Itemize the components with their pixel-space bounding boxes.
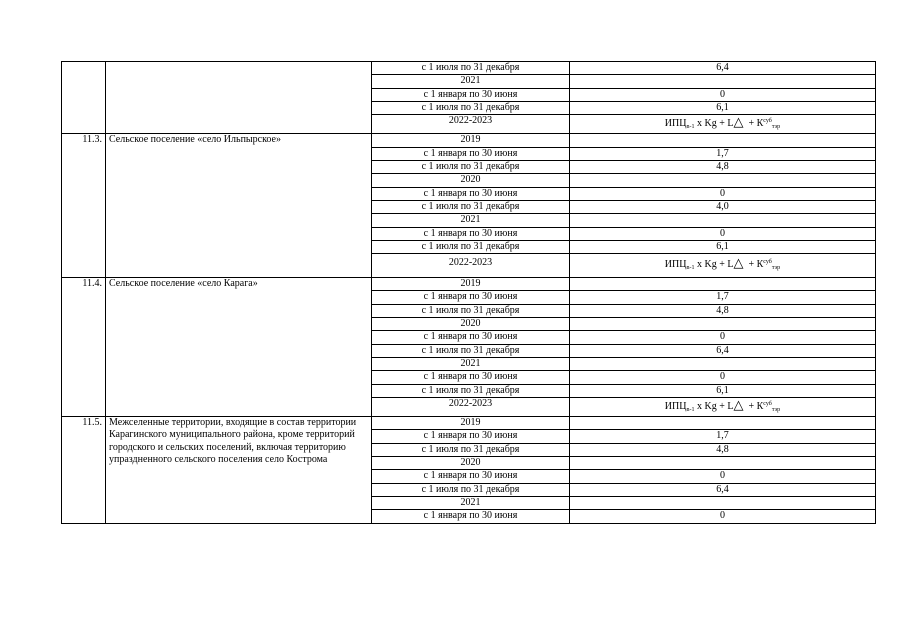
value-cell: 0 bbox=[570, 470, 876, 483]
delta-icon: △ bbox=[733, 397, 744, 412]
territory-name bbox=[106, 62, 372, 134]
period-cell: 2021 bbox=[372, 496, 570, 509]
value-cell: 0 bbox=[570, 510, 876, 523]
value-cell: 4,8 bbox=[570, 304, 876, 317]
period-cell: с 1 июля по 31 декабря bbox=[372, 161, 570, 174]
value-cell: 1,7 bbox=[570, 147, 876, 160]
period-cell: с 1 июля по 31 декабря bbox=[372, 304, 570, 317]
value-cell bbox=[570, 457, 876, 470]
delta-icon: △ bbox=[733, 114, 744, 130]
tariff-table bbox=[61, 61, 876, 524]
period-cell: с 1 июля по 31 декабря bbox=[372, 101, 570, 114]
formula-k-sub: тэр bbox=[771, 406, 781, 413]
period-cell: с 1 июля по 31 декабря bbox=[372, 384, 570, 397]
period-cell: с 1 января по 30 июня bbox=[372, 331, 570, 344]
period-cell: с 1 января по 30 июня bbox=[372, 147, 570, 160]
formula-plus-k: + К bbox=[743, 118, 764, 130]
value-cell: 0 bbox=[570, 187, 876, 200]
period-cell: с 1 января по 30 июня bbox=[372, 371, 570, 384]
value-cell: 6,1 bbox=[570, 101, 876, 114]
formula-ipc-sub: n-1 bbox=[686, 124, 695, 131]
value-cell: 6,4 bbox=[570, 62, 876, 75]
formula-ipc: ИПЦ bbox=[664, 400, 687, 412]
value-cell bbox=[570, 496, 876, 509]
period-cell: с 1 июля по 31 декабря bbox=[372, 200, 570, 213]
value-cell bbox=[570, 318, 876, 331]
period-cell: 2022-2023 bbox=[372, 397, 570, 416]
value-cell bbox=[570, 134, 876, 147]
period-cell: с 1 января по 30 июня bbox=[372, 430, 570, 443]
period-cell: 2022-2023 bbox=[372, 115, 570, 134]
formula-middle: х Kg + L bbox=[694, 400, 734, 412]
period-cell: с 1 июля по 31 декабря bbox=[372, 443, 570, 456]
period-cell: 2020 bbox=[372, 318, 570, 331]
value-cell: 0 bbox=[570, 331, 876, 344]
period-cell: 2021 bbox=[372, 75, 570, 88]
value-cell: 4,8 bbox=[570, 161, 876, 174]
period-cell: с 1 января по 30 июня bbox=[372, 187, 570, 200]
formula-cell bbox=[570, 397, 876, 416]
value-cell: 0 bbox=[570, 371, 876, 384]
section-number bbox=[62, 62, 106, 134]
formula-k-sub: тэр bbox=[771, 124, 781, 131]
formula-k-sub: тэр bbox=[771, 265, 781, 272]
formula-k-sup: суб bbox=[763, 259, 772, 266]
period-cell: с 1 июля по 31 декабря bbox=[372, 483, 570, 496]
period-cell: с 1 января по 30 июня bbox=[372, 510, 570, 523]
formula-cell bbox=[570, 254, 876, 278]
territory-name: Сельское поселение «село Карага» bbox=[106, 278, 372, 417]
formula-ipc-sub: n-1 bbox=[686, 406, 695, 413]
value-cell: 1,7 bbox=[570, 430, 876, 443]
period-cell: с 1 января по 30 июня bbox=[372, 291, 570, 304]
formula-ipc: ИПЦ bbox=[664, 259, 687, 271]
period-cell: с 1 января по 30 июня bbox=[372, 470, 570, 483]
formula-plus-k: + К bbox=[743, 259, 764, 271]
formula-middle: х Kg + L bbox=[694, 118, 734, 130]
value-cell bbox=[570, 357, 876, 370]
period-cell: с 1 января по 30 июня bbox=[372, 227, 570, 240]
period-cell: 2020 bbox=[372, 457, 570, 470]
value-cell bbox=[570, 278, 876, 291]
territory-name: Межселенные территории, входящие в состав территории Карагинского муниципального района, кроме территорий городского и сельских поселений, включая территорию упраздненного сельского поселения село Кострома bbox=[106, 417, 372, 523]
value-cell: 6,1 bbox=[570, 384, 876, 397]
formula-k-sup: суб bbox=[763, 118, 772, 125]
table-row bbox=[62, 417, 876, 430]
value-cell: 4,8 bbox=[570, 443, 876, 456]
period-cell: с 1 июля по 31 декабря bbox=[372, 344, 570, 357]
period-cell: с 1 января по 30 июня bbox=[372, 88, 570, 101]
formula-ipc-sub: n-1 bbox=[686, 265, 695, 272]
value-cell: 4,0 bbox=[570, 200, 876, 213]
period-cell: с 1 июля по 31 декабря bbox=[372, 62, 570, 75]
period-cell: 2022-2023 bbox=[372, 254, 570, 278]
value-cell: 6,4 bbox=[570, 344, 876, 357]
period-cell: 2021 bbox=[372, 357, 570, 370]
territory-name: Сельское поселение «село Ильпырское» bbox=[106, 134, 372, 278]
section-number: 11.4. bbox=[62, 278, 106, 417]
table-row bbox=[62, 134, 876, 147]
delta-icon: △ bbox=[733, 255, 744, 271]
value-cell: 0 bbox=[570, 227, 876, 240]
tariff-table-body bbox=[62, 62, 876, 524]
value-cell: 6,4 bbox=[570, 483, 876, 496]
value-cell: 6,1 bbox=[570, 240, 876, 253]
period-cell: с 1 июля по 31 декабря bbox=[372, 240, 570, 253]
formula-ipc: ИПЦ bbox=[664, 118, 687, 130]
period-cell: 2019 bbox=[372, 134, 570, 147]
value-cell bbox=[570, 75, 876, 88]
table-row bbox=[62, 278, 876, 291]
formula-plus-k: + К bbox=[743, 400, 764, 412]
section-number: 11.3. bbox=[62, 134, 106, 278]
section-number: 11.5. bbox=[62, 417, 106, 523]
formula-cell bbox=[570, 115, 876, 134]
formula-k-sup: суб bbox=[763, 400, 772, 407]
value-cell: 1,7 bbox=[570, 291, 876, 304]
period-cell: 2020 bbox=[372, 174, 570, 187]
period-cell: 2021 bbox=[372, 214, 570, 227]
formula-middle: х Kg + L bbox=[694, 259, 734, 271]
value-cell bbox=[570, 214, 876, 227]
value-cell bbox=[570, 174, 876, 187]
period-cell: 2019 bbox=[372, 278, 570, 291]
value-cell: 0 bbox=[570, 88, 876, 101]
period-cell: 2019 bbox=[372, 417, 570, 430]
table-row bbox=[62, 62, 876, 75]
value-cell bbox=[570, 417, 876, 430]
